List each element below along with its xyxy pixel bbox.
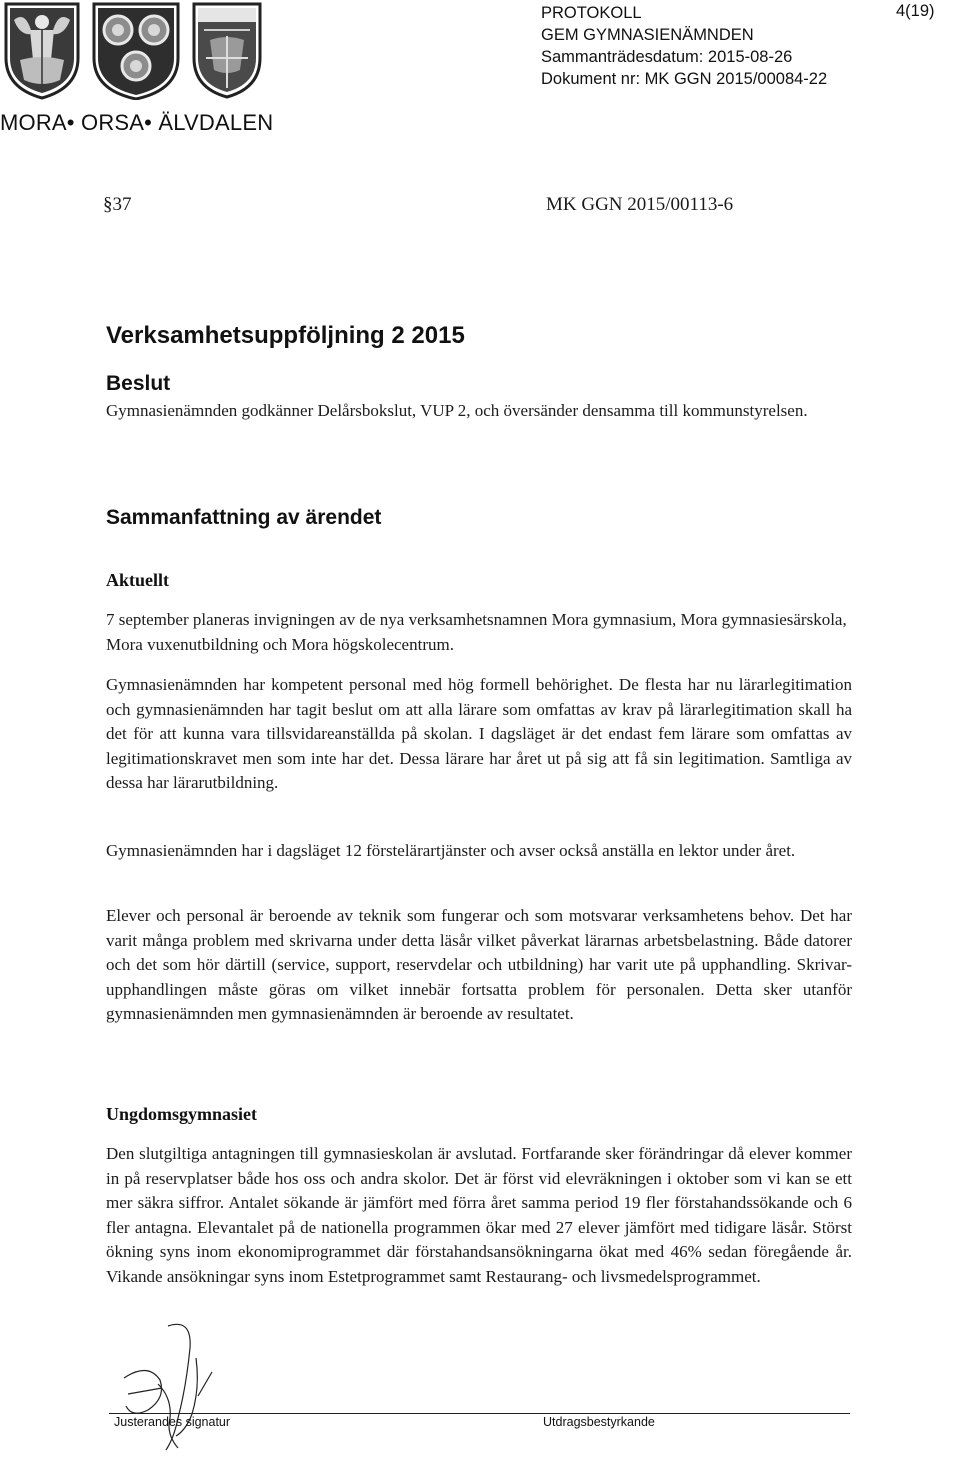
page-number: 4(19) [896,2,935,20]
summary-heading: Sammanfattning av ärendet [106,506,382,529]
paragraph: Den slutgiltiga antagningen till gymnasieskolan är avslutad. Fortfarande sker förändringar då elever kommer in på reservplatser både hos oss och andra skolor. Det är först vid elevräkningen i oktober som vi kan se ett mer säkra siffror. Antalet sökande är jämfört med förra året samma period 19 fler förstahandssökande och 6 fler antagna. Elevantalet på de nationella programmen ökar med 27 elever jämfört med tidigare läsår. Störst ökning syns inom ekonomiprogrammet där förstahandsansökningarna ökat med 46% sedan föregående år. Vikande ansökningar syns inom Estetprogrammet samt Restaurang- och livsmedelsprogrammet. [106,1144,852,1286]
current-heading: Aktuellt [106,570,169,590]
municipal-crests-logo [0,0,264,100]
alvdalen-crest-icon [194,4,260,97]
document-type: PROTOKOLL [541,4,642,22]
youth-heading: Ungdomsgymnasiet [106,1104,258,1124]
case-reference: MK GGN 2015/00113-6 [546,194,734,215]
decision-heading: Beslut [106,372,171,395]
certified-by-label: Utdragsbestyrkande [543,1415,655,1429]
decision-text: Gymnasienämnden godkänner Delårsbokslut, VUP 2, och översänder densamma till kommunstyrelsen. [106,401,808,420]
document-number: Dokument nr: MK GGN 2015/00084-22 [541,70,828,88]
paragraph: Gymnasienämnden har i dagsläget 12 förstelärartjänster och avser också anställa en lektor under året. [106,841,796,860]
paragraph: Elever och personal är beroende av teknik som fungerar och som motsvarar verksamhetens behov. Det har varit många problem med skrivarna under detta läsår vilket påverkat lärarnas arbetsbelastning. Både datorer och det som hör därtill (service, support, reservdelar och utbildning) har varit ute på upphandling. Skrivar-upphandlingen måste göras om vilket innebär fortsatta problem för personalen. Detta sker utanför gymnasienämnden men gymnasienämnden är beroende av resultatet. [106,906,852,1024]
mora-crest-icon [6,4,78,98]
paragraph: 7 september planeras invigningen av de nya verksamhetsnamnen Mora gymnasium, Mora gymnasiesärskola, Mora vuxenutbildning och Mora högskolecentrum. [106,610,847,654]
municipality-name: MORA• ORSA• ÄLVDALEN [0,110,274,135]
document-title: Verksamhetsuppföljning 2 2015 [106,322,465,349]
paragraph: Gymnasienämnden har kompetent personal med hög formell behörighet. De flesta har nu lärarlegitimation och gymnasienämnden har tagit beslut om att alla lärare som omfattas av krav på lärarlegitimation skall ha det för att kunna vara tillsvidareanställda på skolan. I dagsläget är det endast fem lärare som omfattas av legitimationskravet men som inte har det. Dessa lärare har året ut på sig att få sin legitimation. Samtliga av dessa har lärarutbildning. [106,675,852,793]
adjuster-signature-label: Justerandes signatur [114,1415,231,1429]
section-number: §37 [103,194,132,215]
committee-name: GEM GYMNASIENÄMNDEN [541,26,754,44]
handwritten-initials-signature [108,1318,258,1458]
signature-line [109,1413,850,1414]
orsa-crest-icon [94,4,178,99]
meeting-date: Sammanträdesdatum: 2015-08-26 [541,48,793,66]
